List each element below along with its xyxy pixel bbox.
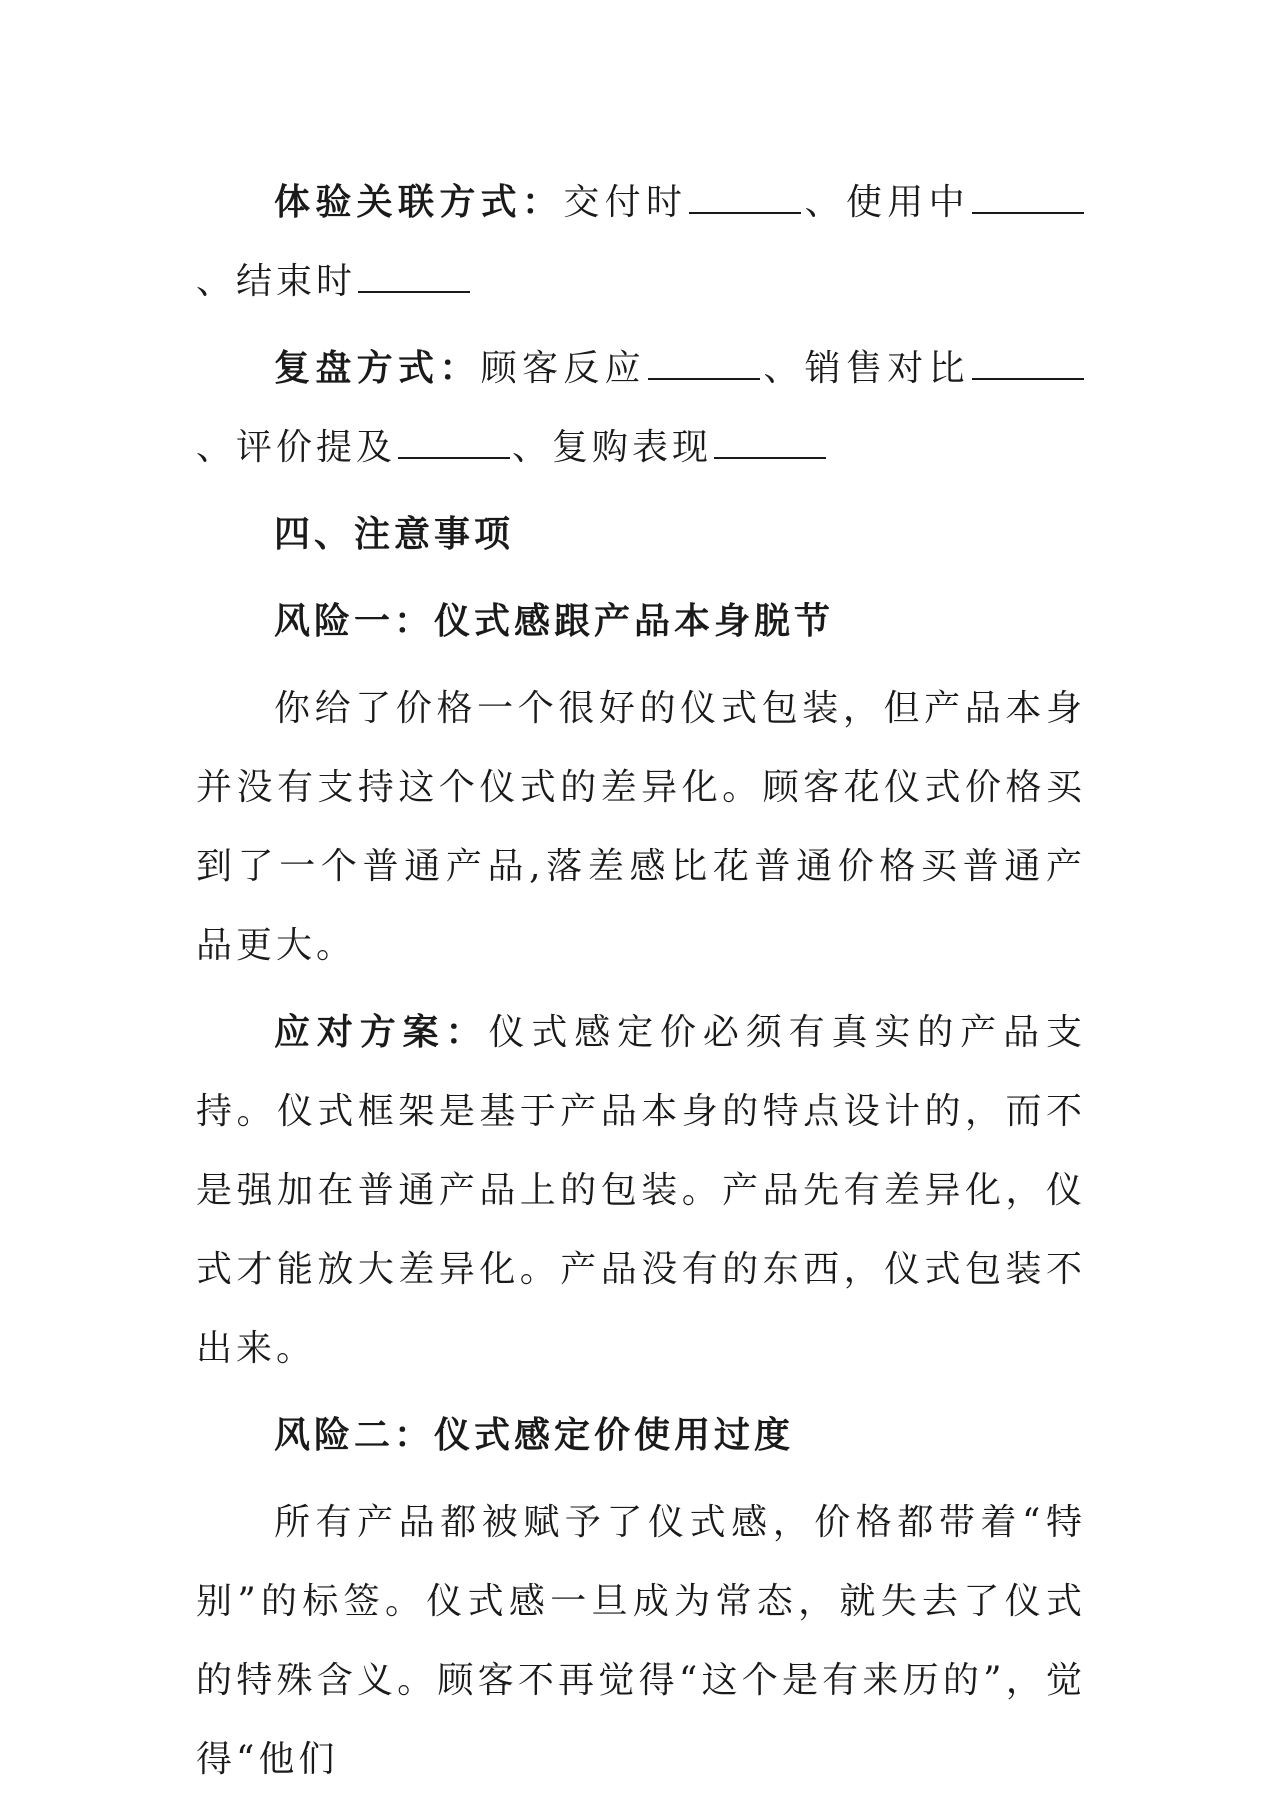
fill-blank-review-mentions[interactable] [398, 427, 510, 459]
experience-item-end: 、结束时 [196, 261, 357, 302]
fill-blank-repurchase[interactable] [714, 427, 826, 459]
risk1-body: 你给了价格一个很好的仪式包装，但产品本身并没有支持这个仪式的差异化。顾客花仪式价格买到了一个普通产品,落差感比花普通价格买普通产品更大。 [196, 688, 1086, 966]
fill-blank-in-use[interactable] [972, 182, 1084, 214]
review-item-sales-comparison: 、销售对比 [761, 348, 970, 389]
experience-link-label: 体验关联方式： [274, 182, 564, 223]
solution-text: 仪式感定价必须有真实的产品支持。仪式框架是基于产品本身的特点设计的，而不是强加在普通产品上的包装。产品先有差异化，仪式才能放大差异化。产品没有的东西，仪式包装不出来。 [196, 1012, 1086, 1369]
risk2-body: 所有产品都被赋予了仪式感，价格都带着“特别”的标签。仪式感一旦成为常态，就失去了仪式的特殊含义。顾客不再觉得“这个是有来历的”，觉得“他们 [196, 1502, 1086, 1780]
risk1-heading: 风险一：仪式感跟产品本身脱节 [274, 601, 835, 642]
risk2-heading: 风险二：仪式感定价使用过度 [274, 1415, 795, 1456]
document-body [196, 163, 1086, 1799]
section-heading: 四、注意事项 [274, 514, 515, 555]
fill-blank-end[interactable] [358, 261, 470, 293]
solution-label: 应对方案： [274, 1012, 489, 1053]
review-method-label: 复盘方式： [274, 348, 481, 389]
experience-item-delivery: 交付时 [563, 182, 688, 223]
experience-item-in-use: 、使用中 [803, 182, 970, 223]
risk1-solution-paragraph [196, 993, 1086, 1388]
fill-blank-delivery[interactable] [689, 182, 801, 214]
review-method-paragraph [196, 329, 1086, 487]
review-item-customer-reaction: 顾客反应 [480, 348, 646, 389]
review-item-repurchase: 、复购表现 [512, 427, 713, 468]
experience-link-paragraph [196, 163, 1086, 321]
review-item-review-mentions: 、评价提及 [196, 427, 397, 468]
fill-blank-customer-reaction[interactable] [648, 348, 760, 380]
fill-blank-sales-comparison[interactable] [972, 348, 1084, 380]
